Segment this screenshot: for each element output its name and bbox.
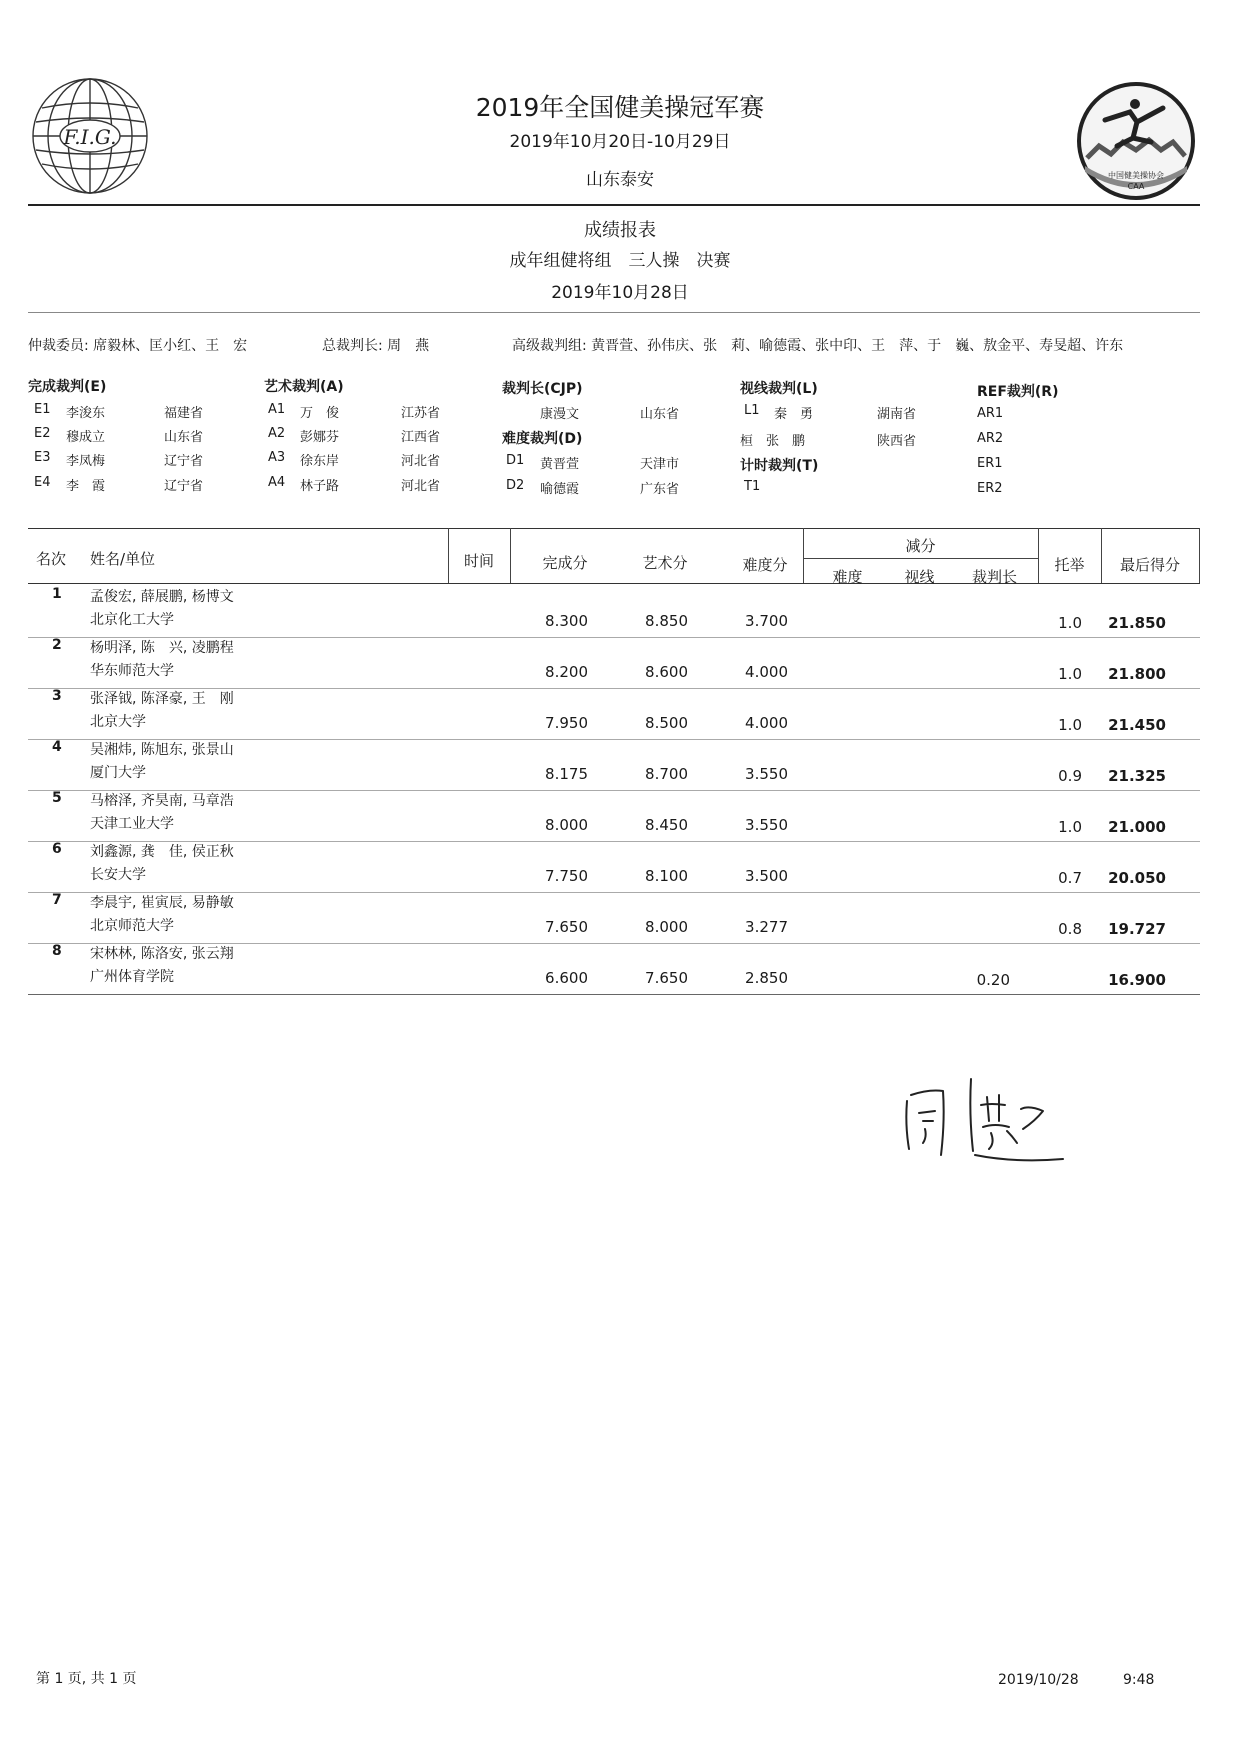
header-difficulty: 难度分 [742, 556, 788, 574]
rank: 5 [52, 790, 62, 806]
judge-region: 江西省 [401, 430, 441, 445]
lift-score: 0.8 [1058, 920, 1082, 938]
final-score: 21.325 [1108, 767, 1166, 785]
svg-text:F.I.G.: F.I.G. [63, 125, 117, 149]
report-divider [28, 312, 1200, 313]
execution-score: 7.950 [545, 714, 588, 732]
judge-name: 彭娜芬 [300, 430, 340, 445]
header-divider [28, 204, 1200, 206]
chief-judge-signature [895, 1065, 1070, 1173]
judge-code: D2 [506, 478, 525, 493]
artistry-score: 8.850 [645, 612, 688, 630]
judge-code: E3 [34, 450, 51, 465]
svg-text:CAA: CAA [1127, 182, 1145, 191]
judge-name: 黄晋萱 [540, 457, 580, 472]
execution-score: 7.750 [545, 867, 588, 885]
lift-score: 0.9 [1058, 767, 1082, 785]
event-venue: 山东泰安 [586, 170, 654, 190]
lift-score: 1.0 [1058, 818, 1082, 836]
judge-region: 江苏省 [401, 406, 441, 421]
final-score: 21.450 [1108, 716, 1166, 734]
ref-code: ER1 [977, 456, 1003, 471]
report-category: 成年组健将组 三人操 决赛 [509, 251, 731, 271]
difficulty-score: 3.277 [745, 918, 788, 936]
team-unit: 北京师范大学 [90, 918, 174, 934]
execution-score: 8.300 [545, 612, 588, 630]
header-final: 最后得分 [1119, 556, 1180, 574]
difficulty-score: 3.550 [745, 765, 788, 783]
execution-score: 8.000 [545, 816, 588, 834]
report-date: 2019年10月28日 [551, 283, 689, 303]
team-names: 吴湘炜, 陈旭东, 张景山 [90, 742, 234, 758]
artistry-score: 8.700 [645, 765, 688, 783]
chief-judge: 总裁判长: 周 燕 [322, 338, 430, 354]
artistry-score: 8.000 [645, 918, 688, 936]
artistry-score: 8.450 [645, 816, 688, 834]
final-score: 21.800 [1108, 665, 1166, 683]
senior-judges: 高级裁判组: 黄晋萱、孙伟庆、张 莉、喻德霞、张中印、王 萍、于 巍、敖金平、寿旻超、许东 [512, 338, 1124, 354]
judge-region: 辽宁省 [164, 454, 204, 469]
cjp-label: 裁判长(CJP) [502, 381, 583, 397]
ref-code: AR1 [977, 406, 1004, 421]
deduction-sub-rule [803, 558, 1038, 559]
judge-name: 林子路 [300, 479, 340, 494]
print-time: 9:48 [1123, 1672, 1155, 1688]
svg-text:中国健美操协会: 中国健美操协会 [1108, 171, 1164, 180]
cjp-region: 山东省 [640, 407, 680, 422]
judge-code: A3 [268, 450, 286, 465]
rank: 2 [52, 637, 62, 653]
header-deductions: 减分 [905, 537, 936, 555]
lift-score: 0.7 [1058, 869, 1082, 887]
table-top-rule [28, 528, 1200, 529]
artistry-score: 7.650 [645, 969, 688, 987]
judge-name: 徐东岸 [300, 454, 340, 469]
team-unit: 长安大学 [90, 867, 146, 883]
judge-name: 桓 张 鹏 [740, 434, 806, 449]
execution-score: 8.200 [545, 663, 588, 681]
event-dates: 2019年10月20日-10月29日 [509, 132, 731, 152]
team-names: 刘鑫源, 龚 佳, 侯正秋 [90, 844, 234, 860]
header-time: 时间 [463, 552, 494, 570]
execution-score: 6.600 [545, 969, 588, 987]
team-unit: 广州体育学院 [90, 969, 174, 985]
team-unit: 厦门大学 [90, 765, 146, 781]
difficulty-score: 4.000 [745, 714, 788, 732]
difficulty-score: 2.850 [745, 969, 788, 987]
header-name: 姓名/单位 [90, 550, 156, 568]
artistry-score: 8.100 [645, 867, 688, 885]
judge-name: 万 俊 [300, 406, 340, 421]
judge-code: D1 [506, 453, 525, 468]
ref-code: AR2 [977, 431, 1004, 446]
judge-code: A1 [268, 402, 286, 417]
difficulty-score: 3.700 [745, 612, 788, 630]
caa-logo [1075, 80, 1197, 202]
lift-score: 1.0 [1058, 614, 1082, 632]
rank: 6 [52, 841, 62, 857]
rank: 4 [52, 739, 62, 755]
final-score: 19.727 [1108, 920, 1166, 938]
chief-deduction: 0.20 [976, 971, 1010, 989]
time-judges-label: 计时裁判(T) [740, 458, 819, 474]
rank: 3 [52, 688, 62, 704]
event-title: 2019年全国健美操冠军赛 [475, 93, 765, 122]
judge-region: 河北省 [401, 479, 441, 494]
rank: 1 [52, 586, 62, 602]
header-rank: 名次 [36, 550, 67, 568]
team-unit: 华东师范大学 [90, 663, 174, 679]
team-unit: 北京大学 [90, 714, 146, 730]
judge-region: 福建省 [164, 406, 204, 421]
judge-code: E1 [34, 402, 51, 417]
judge-code: L1 [744, 403, 760, 418]
lift-score: 1.0 [1058, 665, 1082, 683]
judge-region: 河北省 [401, 454, 441, 469]
judge-name: 穆成立 [66, 430, 106, 445]
execution-judges-label: 完成裁判(E) [28, 379, 107, 395]
jury-members: 仲裁委员: 席毅林、匡小红、王 宏 [28, 338, 248, 354]
team-names: 张泽钺, 陈泽豪, 王 刚 [90, 691, 234, 707]
judge-region: 广东省 [640, 482, 680, 497]
header-ded-difficulty: 难度 [832, 568, 863, 586]
execution-score: 8.175 [545, 765, 588, 783]
judge-name: 喻德霞 [540, 482, 580, 497]
difficulty-judges-label: 难度裁判(D) [502, 431, 583, 447]
final-score: 21.000 [1108, 818, 1166, 836]
line-judges-label: 视线裁判(L) [740, 381, 818, 397]
judge-name: 李 霞 [66, 479, 106, 494]
final-score: 16.900 [1108, 971, 1166, 989]
difficulty-score: 4.000 [745, 663, 788, 681]
judge-name: 秦 勇 [774, 407, 814, 422]
judge-code: A2 [268, 426, 286, 441]
artistic-judges-label: 艺术裁判(A) [264, 379, 344, 395]
final-score: 20.050 [1108, 869, 1166, 887]
rank: 7 [52, 892, 62, 908]
lift-score: 1.0 [1058, 716, 1082, 734]
artistry-score: 8.600 [645, 663, 688, 681]
rank: 8 [52, 943, 62, 959]
judge-region: 天津市 [640, 457, 680, 472]
judge-code: E2 [34, 426, 51, 441]
print-date: 2019/10/28 [998, 1672, 1079, 1688]
judge-name: 李浚东 [66, 406, 106, 421]
judge-code: A4 [268, 475, 286, 490]
header-ded-line: 视线 [904, 568, 935, 586]
final-score: 21.850 [1108, 614, 1166, 632]
judge-region: 辽宁省 [164, 479, 204, 494]
page-number: 第 1 页, 共 1 页 [36, 1671, 137, 1687]
team-names: 李晨宇, 崔寅辰, 易静敏 [90, 895, 234, 911]
difficulty-score: 3.500 [745, 867, 788, 885]
header-execution: 完成分 [542, 554, 588, 572]
team-names: 宋林林, 陈洛安, 张云翔 [90, 946, 234, 962]
difficulty-score: 3.550 [745, 816, 788, 834]
header-artistry: 艺术分 [642, 554, 688, 572]
team-names: 马榕泽, 齐昊南, 马章浩 [90, 793, 234, 809]
ref-code: ER2 [977, 481, 1003, 496]
judge-code: E4 [34, 475, 51, 490]
ref-judges-label: REF裁判(R) [977, 384, 1059, 400]
cjp-name: 康漫文 [540, 407, 580, 422]
header-lift: 托举 [1054, 556, 1085, 574]
report-title: 成绩报表 [584, 220, 656, 241]
artistry-score: 8.500 [645, 714, 688, 732]
team-names: 杨明泽, 陈 兴, 凌鹏程 [90, 640, 234, 656]
team-names: 孟俊宏, 薛展鹏, 杨博文 [90, 589, 234, 605]
judge-region: 陕西省 [877, 434, 917, 449]
judge-code: T1 [744, 479, 761, 494]
judge-region: 山东省 [164, 430, 204, 445]
judge-region: 湖南省 [877, 407, 917, 422]
judge-name: 李凤梅 [66, 454, 106, 469]
execution-score: 7.650 [545, 918, 588, 936]
team-unit: 北京化工大学 [90, 612, 174, 628]
header-ded-chief: 裁判长 [971, 568, 1017, 586]
team-unit: 天津工业大学 [90, 816, 174, 832]
